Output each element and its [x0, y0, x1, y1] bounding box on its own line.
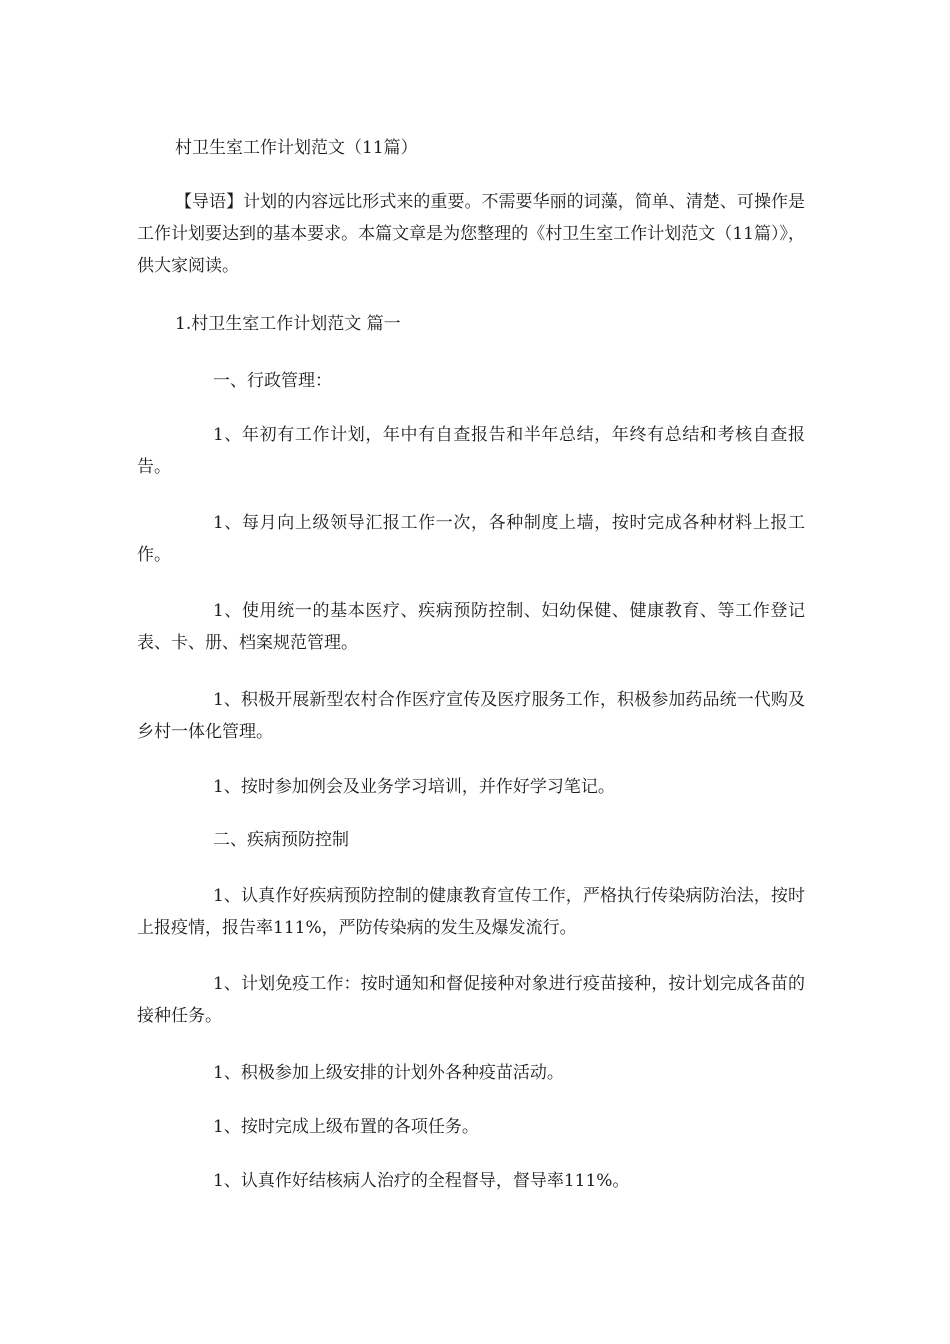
list-item: 1、认真作好结核病人治疗的全程督导，督导率111%。	[213, 1171, 630, 1191]
section-heading-administration: 一、行政管理：	[213, 371, 332, 391]
list-item: 1、按时完成上级布置的各项任务。	[213, 1117, 479, 1137]
intro-paragraph: 【导语】计划的内容远比形式来的重要。不需要华丽的词藻，简单、清楚、可操作是工作计划要达到的基本要求。本篇文章是为您整理的《村卫生室工作计划范文（11篇）》，供大家阅读。	[137, 192, 805, 276]
chapter-heading: 1.村卫生室工作计划范文 篇一	[175, 314, 401, 334]
list-item: 1、认真作好疾病预防控制的健康教育宣传工作，严格执行传染病防治法，按时上报疫情，报告率111%，严防传染病的发生及爆发流行。	[137, 886, 805, 938]
list-item: 1、每月向上级领导汇报工作一次，各种制度上墙，按时完成各种材料上报工作。	[137, 513, 805, 565]
list-item: 1、计划免疫工作：按时通知和督促接种对象进行疫苗接种，按计划完成各苗的接种任务。	[137, 974, 805, 1026]
document-title: 村卫生室工作计划范文（11篇）	[175, 138, 418, 158]
list-item: 1、按时参加例会及业务学习培训，并作好学习笔记。	[213, 777, 615, 797]
list-item: 1、积极参加上级安排的计划外各种疫苗活动。	[213, 1063, 564, 1083]
list-item: 1、积极开展新型农村合作医疗宣传及医疗服务工作，积极参加药品统一代购及乡村一体化管理。	[137, 690, 805, 742]
list-item: 1、年初有工作计划，年中有自查报告和半年总结，年终有总结和考核自查报告。	[137, 425, 805, 477]
list-item: 1、使用统一的基本医疗、疾病预防控制、妇幼保健、健康教育、等工作登记表、卡、册、档案规范管理。	[137, 601, 805, 653]
section-heading-disease-control: 二、疾病预防控制	[213, 830, 349, 850]
